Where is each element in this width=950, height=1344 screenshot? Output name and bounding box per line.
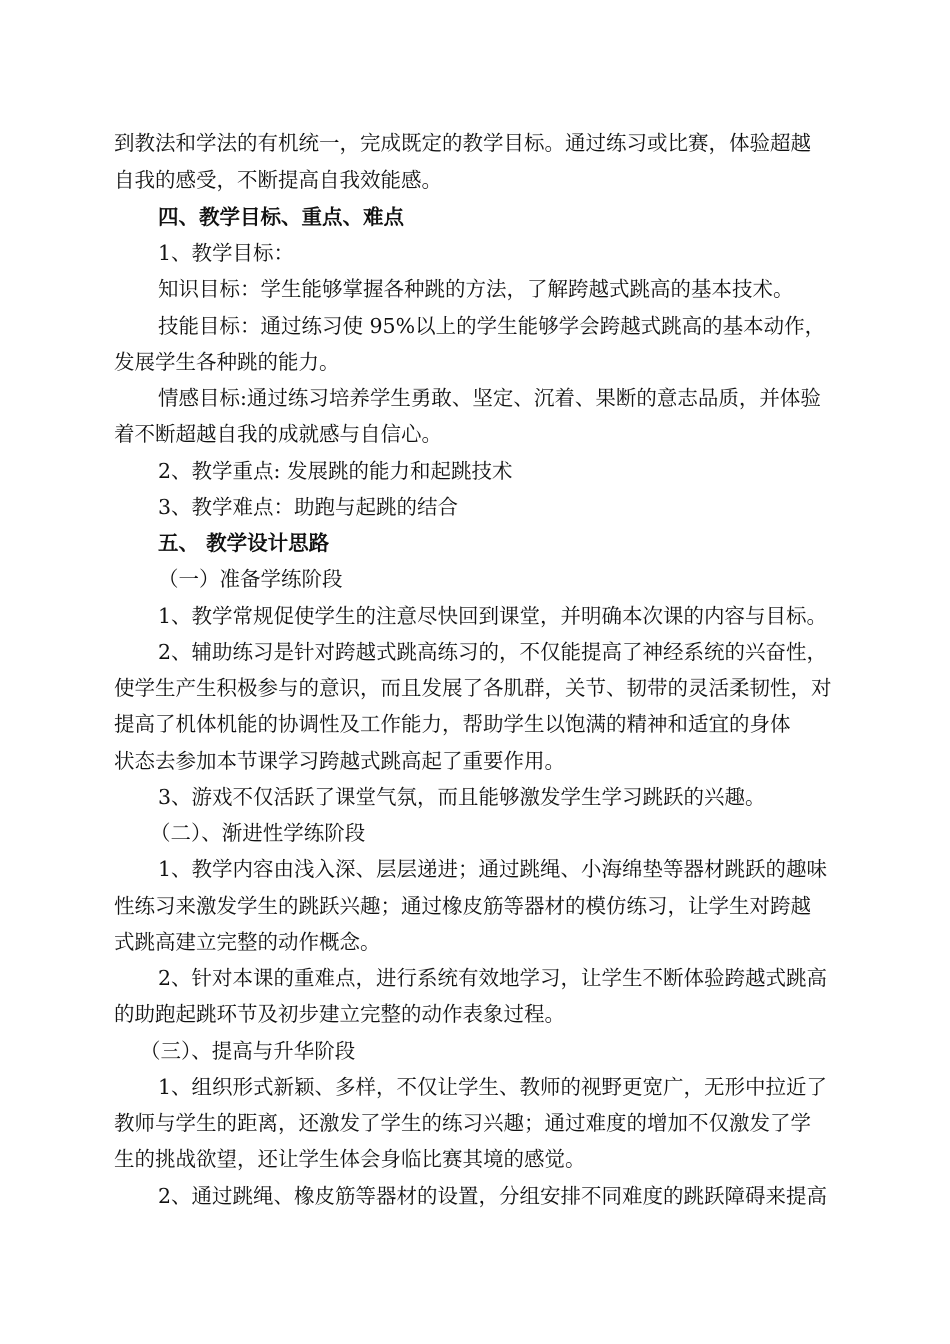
paragraph-line: 1、教学常规促使学生的注意尽快回到课堂，并明确本次课的内容与目标。 bbox=[158, 604, 828, 628]
paragraph-line: 1、组织形式新颖、多样，不仅让学生、教师的视野更宽广，无形中拉近了 bbox=[158, 1075, 828, 1099]
paragraph-line: 1、教学内容由浅入深、层层递进；通过跳绳、小海绵垫等器材跳跃的趣味 bbox=[158, 857, 828, 881]
paragraph-line: 式跳高建立完整的动作概念。 bbox=[114, 930, 381, 954]
paragraph-line: 着不断超越自我的成就感与自信心。 bbox=[114, 422, 442, 446]
paragraph-line: 2、教学重点: 发展跳的能力和起跳技术 bbox=[158, 459, 513, 483]
section-heading-4: 四、教学目标、重点、难点 bbox=[158, 205, 404, 229]
paragraph-line: 到教法和学法的有机统一，完成既定的教学目标。通过练习或比赛，体验超越 bbox=[114, 131, 811, 155]
subheading-stage-1: （一）准备学练阶段 bbox=[158, 567, 343, 591]
paragraph-line: 自我的感受，不断提高自我效能感。 bbox=[114, 168, 442, 192]
paragraph-line: 提高了机体机能的协调性及工作能力，帮助学生以饱满的精神和适宜的身体 bbox=[114, 712, 791, 736]
paragraph-line: 2、辅助练习是针对跨越式跳高练习的，不仅能提高了神经系统的兴奋性， bbox=[158, 640, 828, 664]
section-heading-5: 五、 教学设计思路 bbox=[158, 531, 330, 555]
subheading-stage-2: （二）、渐进性学练阶段 bbox=[150, 821, 366, 845]
paragraph-line: 使学生产生积极参与的意识，而且发展了各肌群，关节、韧带的灵活柔韧性，对 bbox=[114, 676, 832, 700]
paragraph-line: 状态去参加本节课学习跨越式跳高起了重要作用。 bbox=[114, 749, 565, 773]
paragraph-line: 3、游戏不仅活跃了课堂气氛，而且能够激发学生学习跳跃的兴趣。 bbox=[158, 785, 766, 809]
paragraph-line: 性练习来激发学生的跳跃兴趣；通过橡皮筋等器材的模仿练习，让学生对跨越 bbox=[114, 894, 811, 918]
subheading-teaching-goals: 1、教学目标： bbox=[158, 241, 295, 265]
paragraph-line: 的助跑起跳环节及初步建立完整的动作表象过程。 bbox=[114, 1002, 565, 1026]
paragraph-line: 3、教学难点：助跑与起跳的结合 bbox=[158, 495, 459, 519]
paragraph-line: 情感目标:通过练习培养学生勇敢、坚定、沉着、果断的意志品质，并体验 bbox=[158, 386, 821, 410]
paragraph-line: 教师与学生的距离，还激发了学生的练习兴趣；通过难度的增加不仅激发了学 bbox=[114, 1111, 811, 1135]
paragraph-line: 2、通过跳绳、橡皮筋等器材的设置，分组安排不同难度的跳跃障碍来提高 bbox=[158, 1184, 828, 1208]
paragraph-line: 技能目标：通过练习使 95%以上的学生能够学会跨越式跳高的基本动作， bbox=[158, 314, 826, 338]
subheading-stage-3: （三）、提高与升华阶段 bbox=[140, 1039, 356, 1063]
paragraph-line: 发展学生各种跳的能力。 bbox=[114, 350, 340, 374]
paragraph-line: 生的挑战欲望，还让学生体会身临比赛其境的感觉。 bbox=[114, 1147, 586, 1171]
paragraph-line: 2、针对本课的重难点，进行系统有效地学习，让学生不断体验跨越式跳高 bbox=[158, 966, 828, 990]
paragraph-line: 知识目标：学生能够掌握各种跳的方法，了解跨越式跳高的基本技术。 bbox=[158, 277, 794, 301]
